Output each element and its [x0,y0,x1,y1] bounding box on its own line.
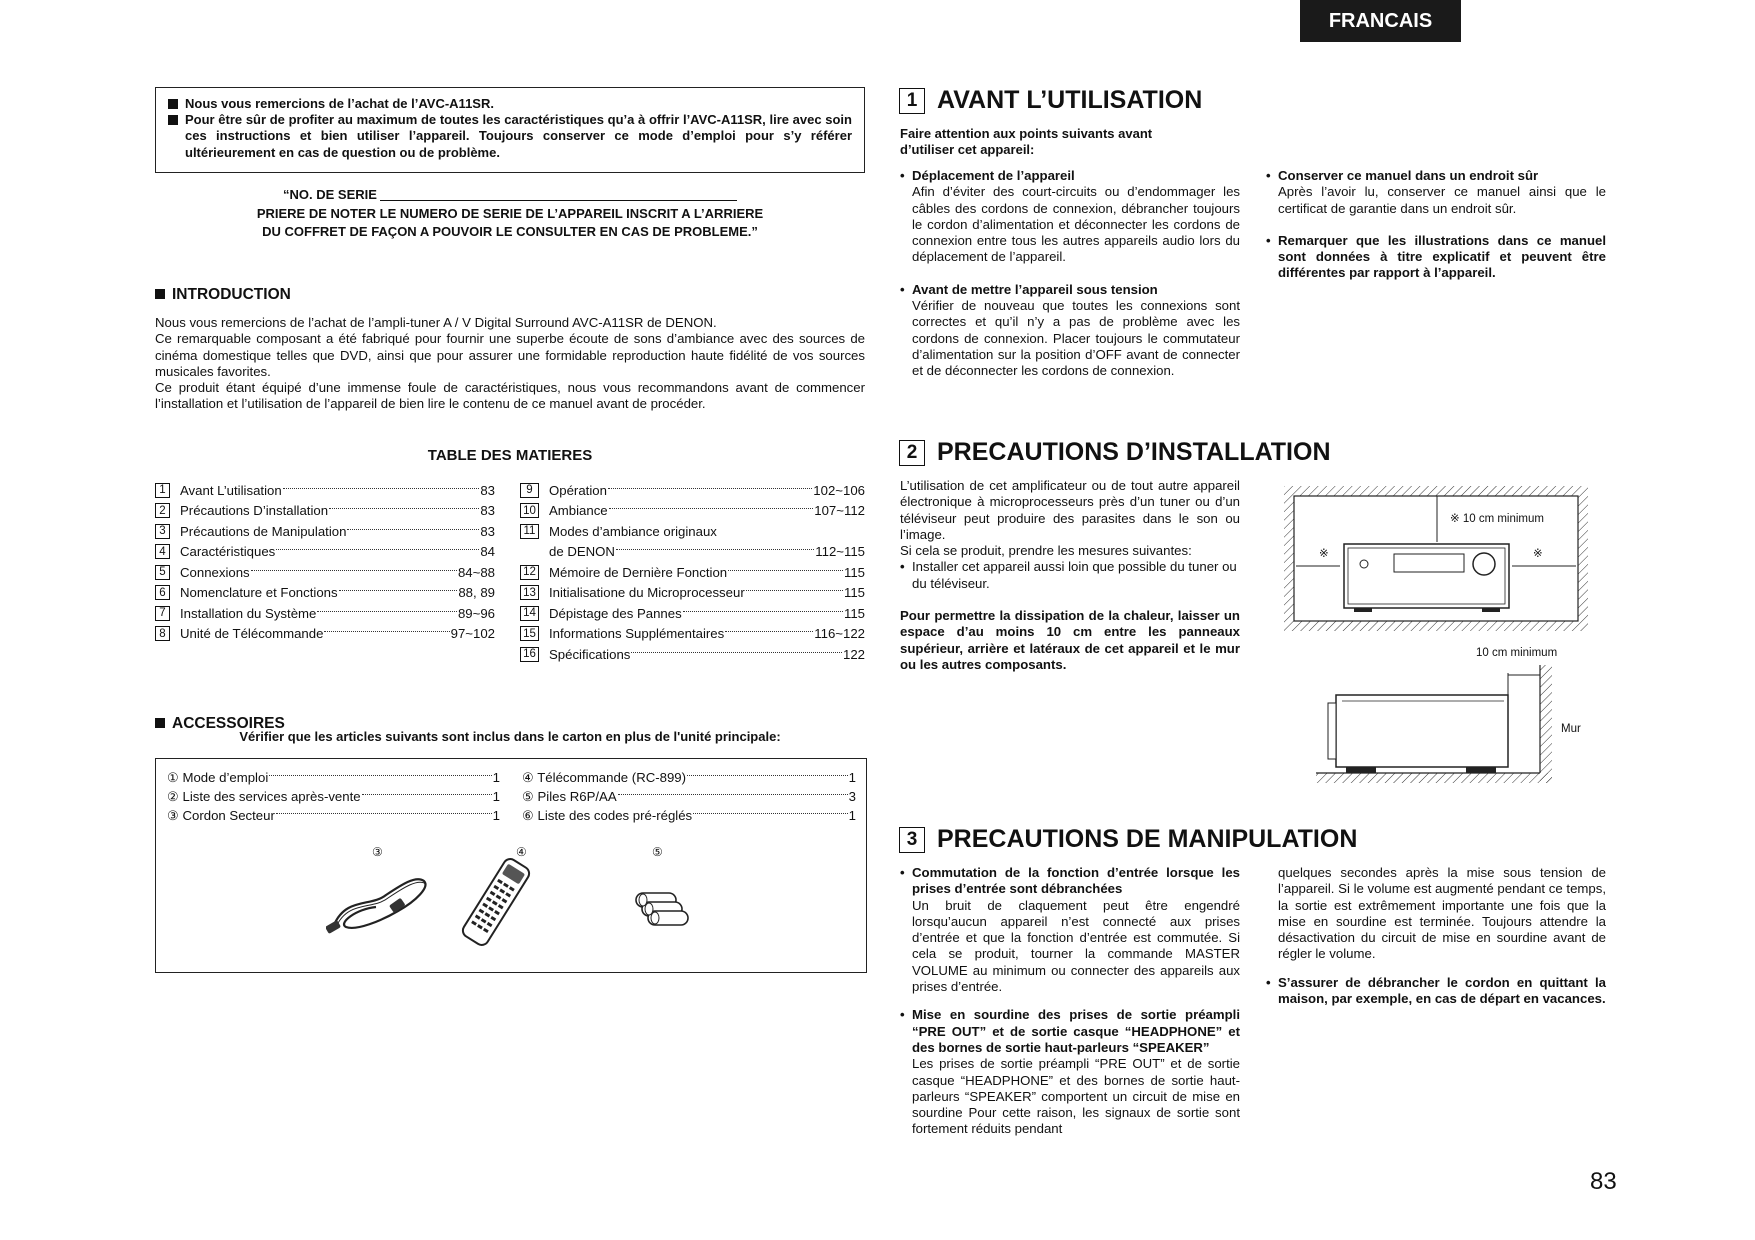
toc-entry [520,562,865,583]
toc-entry [520,521,865,542]
introduction-p3: Ce produit étant équipé d’une immense foule de caractéristiques, nous vous recommandons avant de commencer l’installation et l’utilisation de l’appareil de bien lire le contenu de ce manuel avant de procéder. [155,380,865,412]
toc-entry-num: 5 [155,565,170,580]
toc-entry-num: 9 [520,483,539,498]
toc-entry-page: 83 [480,482,495,498]
section-3-title: PRECAUTIONS DE MANIPULATION [937,825,1358,853]
section-3-item-head: • Commutation de la fonction d’entrée lorsque les prises d’entrée sont débranchées [900,865,1240,898]
fig-side-mark-right: ※ [1533,548,1543,560]
toc-entry-page: 115 [843,564,865,580]
toc-entry-num: 6 [155,585,170,600]
section-2-heading [899,438,1331,467]
toc-entry-page: 115 [843,605,865,621]
installation-side-view-diagram [1316,665,1556,790]
introduction-p2: Ce remarquable composant a été fabriqué pour fournir une superbe écoute de sons d’ambiance avec des sources de cinéma domestique telles que DVD, ainsi que pour assurer une formidable reproduction haute fidélité de vos sources musicales favorites. [155,331,865,379]
fig-label-cord: ③ [372,845,383,859]
toc-dots [276,813,492,814]
toc-dots [728,570,843,571]
toc-dots [324,631,449,632]
toc-entry-page: 83 [480,503,495,519]
toc-entry-page: 112~115 [815,544,865,560]
fig-top-clearance-label: ※ 10 cm minimum [1450,513,1544,525]
toc-entry-page: 116~122 [814,626,865,642]
toc-entry [155,480,495,501]
accessory-item [167,768,500,787]
toc-entry-page: 102~106 [813,482,865,498]
toc-entry-num: 15 [520,626,539,641]
notice-box [155,87,865,173]
power-cord-icon [326,867,436,939]
toc-entry-text: Initialisatione du Microprocesseur [549,585,745,601]
section-1-item-body: Afin d’éviter des court-circuits ou d’endommager les câbles des cordons de connexion, débrancher toujours le cordon d’alimentation et déconnecter les cordons de connexion entre tous les autres appareils audio lors du déplacement de l’appareil. [912,184,1240,265]
toc-entry [155,562,495,583]
notice-line-2: Pour être sûr de profiter au maximum de toutes les caractéristiques qu’a à offrir l’AVC-A11SR, lire avec soin ces instructions et bien utiliser l’appareil. Toujours conserver ce mode d’emploi pour s’y référer ultérieurement en cas de question ou de problème. [168,112,852,161]
toc-dots [317,611,457,612]
section-1-intro: Faire attention aux points suivants avant d’utiliser cet appareil: [900,126,1153,158]
toc-dots [362,794,492,795]
accessory-name: ⑤ Piles R6P/AA [522,788,617,804]
toc-entry-num: 12 [520,565,539,580]
remote-control-icon [456,857,536,947]
toc-entry-num: 7 [155,606,170,621]
toc-dots [283,488,480,489]
section-1-left-column [900,168,1240,380]
fig-label-batteries: ⑤ [652,845,663,859]
section-2-title: PRECAUTIONS D’INSTALLATION [937,438,1331,466]
toc-entry-text: Caractéristiques [180,544,276,560]
toc-entry-num: 8 [155,626,170,641]
toc-left-column [155,480,495,644]
accessory-name: ① Mode d’emploi [167,769,269,785]
fig-wall-label: Mur [1561,723,1581,735]
toc-dots [687,775,848,776]
accessory-qty: 1 [492,808,500,823]
toc-entry-page: 107~112 [814,503,865,519]
toc-entry-text: Précautions de Manipulation [180,523,347,539]
toc-entry-num: 10 [520,503,539,518]
toc-entry-text: Opération [549,482,607,498]
section-2-text [900,478,1240,673]
toc-dots [347,529,479,530]
toc-entry-text: Avant L’utilisation [180,482,282,498]
toc-entry-page: 84~88 [457,564,495,580]
toc-entry-page: 115 [843,585,865,601]
toc-entry-text: Nomenclature et Fonctions [180,585,338,601]
section-3-item-body: Un bruit de claquement peut être engendré lorsqu’aucun appareil n’est connecté aux prises d’entrée et que la fonction d’entrée est commutée. Si cela se produit, tourner la commande MASTER VOLUME au minimum ou connecter des appareils aux prises d’entrée. [912,897,1240,995]
accessory-item [522,787,856,806]
toc-entry-text: Ambiance [549,503,608,519]
section-2-p1: L’utilisation de cet amplificateur ou de tout autre appareil électronique à microprocesseurs près d’un tuner ou d’un téléviseur peut produire des parasites dans le son ou l’image. [900,478,1240,542]
accessories-right-list [522,768,856,825]
batteries-icon [630,889,700,933]
toc-entry-num: 11 [520,524,539,539]
toc-entry [520,583,865,604]
toc-dots [683,611,843,612]
toc-entry-page: 83 [480,523,495,539]
toc-dots [339,590,458,591]
accessory-name: ③ Cordon Secteur [167,807,275,823]
toc-entry [520,644,865,665]
section-1-right-column [1266,168,1606,282]
toc-entry [520,542,865,563]
introduction-text [155,315,865,413]
section-3-number: 3 [899,827,925,853]
toc-entry [520,603,865,624]
section-1-item-head: • Avant de mettre l’appareil sous tension [900,282,1240,298]
accessory-name: ② Liste des services après-vente [167,788,361,804]
toc-dots [631,652,842,653]
fig-label-remote: ④ [516,845,527,859]
toc-entry-num: 1 [155,483,170,498]
toc-entry-page: 84 [480,544,495,560]
section-2-p2: Si cela se produit, prendre les mesures suivantes: [900,543,1192,559]
section-3-heading [899,825,1357,854]
toc-entry-text: Précautions D’installation [180,503,329,519]
serial-line-2: PRIERE DE NOTER LE NUMERO DE SERIE DE L’APPAREIL INSCRIT A L’ARRIERE [256,205,764,221]
toc-entry-num: 2 [155,503,170,518]
introduction-p1: Nous vous remercions de l’achat de l’ampli-tuner A / V Digital Surround AVC-A11SR de DENON. [155,315,717,330]
serial-label: “NO. DE SERIE [283,187,377,202]
toc-entry-num: 4 [155,544,170,559]
accessory-item [167,787,500,806]
accessory-qty: 1 [492,770,500,785]
toc-entry-text: Dépistage des Pannes [549,605,682,621]
toc-entry [155,542,495,563]
toc-entry-text: Installation du Système [180,605,317,621]
accessory-name: ④ Télécommande (RC-899) [522,769,687,785]
accessory-qty: 1 [492,789,500,804]
section-3-right-column [1266,865,1606,1007]
accessories-intro: Vérifier que les articles suivants sont inclus dans le carton en plus de l'unité principale: [239,729,781,744]
toc-entry [520,624,865,645]
toc-entry-page: 88, 89 [458,585,495,601]
fig-rear-clearance-label: 10 cm minimum [1476,647,1558,659]
section-3-continuation: quelques secondes après la mise sous tension de l’appareil. Si le volume est augmenté pendant ce temps, la sortie est extrêmement importante une fois que la mise en sourdine est terminée. Toujours attendre la désactivation du circuit de mise en sourdine avant de régler le volume. [1278,865,1606,962]
toc-entry [155,521,495,542]
section-2-bullet: • Installer cet appareil aussi loin que possible du tuner ou du téléviseur. [900,559,1240,592]
section-2-number: 2 [899,440,925,466]
accessory-item [522,768,856,787]
toc-entry-num: 13 [520,585,539,600]
accessories-left-list [167,768,500,825]
toc-entry [520,480,865,501]
toc-dots [276,549,479,550]
toc-dots [618,794,848,795]
notice-line-1: Nous vous remercions de l’achat de l’AVC-A11SR. [168,96,852,112]
section-1-item-head: • Conserver ce manuel dans un endroit sûr [1266,168,1606,184]
toc-dots [608,488,812,489]
accessories-heading: ACCESSOIRES [155,715,1755,733]
accessory-qty: 1 [848,808,856,823]
language-tab: FRANCAIS [1300,0,1461,42]
toc-entry-text: Modes d’ambiance originaux [549,523,717,539]
section-1-item-body: Après l’avoir lu, conserver ce manuel ainsi que le certificat de garantie dans un endroit sûr. [1278,184,1606,216]
toc-right-column [520,480,865,665]
toc-entry [155,603,495,624]
toc-dots [693,813,848,814]
toc-entry-page: 89~96 [457,605,495,621]
section-3-right-item: • S’assurer de débrancher le cordon en quittant la maison, par exemple, en cas de départ en vacances. [1266,975,1606,1008]
toc-entry-text: de DENON [549,544,615,560]
toc-title: TABLE DES MATIERES [427,447,593,464]
toc-entry [155,501,495,522]
accessory-qty: 3 [848,789,856,804]
toc-entry-page: 122 [842,646,865,662]
toc-entry [155,624,495,645]
section-3-left-column [900,865,1240,1138]
toc-dots [746,590,843,591]
section-1-heading [899,86,1202,115]
section-3-item-body: Les prises de sortie préampli “PRE OUT” et de sortie casque “HEADPHONE” et des bornes de sortie haut-parleurs “SPEAKER” comportent un circuit de mise en sourdine Pour cette raison, les signaux de sortie sont fortement réduits pendant [912,1056,1240,1137]
accessory-item [167,806,500,825]
toc-dots [725,631,813,632]
section-1-number: 1 [899,88,925,114]
section-1-item-body: Vérifier de nouveau que toutes les connexions sont correctes et qu’il n’y a pas de problème avec les cordons de connexion. Placer toujours le commutateur d’alimentation sur la position d’OFF avant de connecter et de déconnecter les cordons de connexion. [912,298,1240,379]
accessory-item [522,806,856,825]
toc-dots [269,775,491,776]
accessories-box [155,758,867,973]
section-1-title: AVANT L’UTILISATION [937,86,1203,114]
accessory-qty: 1 [848,770,856,785]
fig-side-mark-left: ※ [1319,548,1329,560]
toc-dots [251,570,457,571]
section-1-item-head: • Remarquer que les illustrations dans ce manuel sont données à titre explicatif et peuvent être différentes par rapport à l’appareil. [1266,233,1606,282]
accessory-name: ⑥ Liste des codes pré-réglés [522,807,693,823]
toc-dots [329,508,479,509]
section-1-item-head: • Déplacement de l’appareil [900,168,1240,184]
section-2-heat-note: Pour permettre la dissipation de la chaleur, laisser un espace d’au moins 10 cm entre les panneaux supérieur, arrière et latéraux de cet appareil et le mur ou les autres composants. [900,608,1240,672]
toc-entry-text: Spécifications [549,646,631,662]
serial-line-3: DU COFFRET DE FAÇON A POUVOIR LE CONSULTER EN CAS DE PROBLEME.” [262,224,758,239]
toc-entry-num: 3 [155,524,170,539]
toc-dots [616,549,814,550]
toc-entry-text: Unité de Télécommande [180,626,324,642]
introduction-heading: INTRODUCTION [155,286,1755,304]
toc-entry [155,583,495,604]
toc-entry-text: Connexions [180,564,250,580]
toc-entry-num: 14 [520,606,539,621]
page-number: 83 [1590,1168,1617,1195]
serial-number-block [155,186,865,242]
section-3-item-head: • Mise en sourdine des prises de sortie préampli “PRE OUT” et de sortie casque “HEADPHONE” et des bornes de sortie haut-parleurs “SPEAKER” [900,1007,1240,1056]
serial-underline [380,200,737,201]
toc-entry [520,501,865,522]
toc-entry-text: Informations Supplémentaires [549,626,725,642]
toc-entry-text: Mémoire de Dernière Fonction [549,564,728,580]
toc-dots [609,508,814,509]
toc-entry-num: 16 [520,647,539,662]
toc-entry-page: 97~102 [450,626,495,642]
